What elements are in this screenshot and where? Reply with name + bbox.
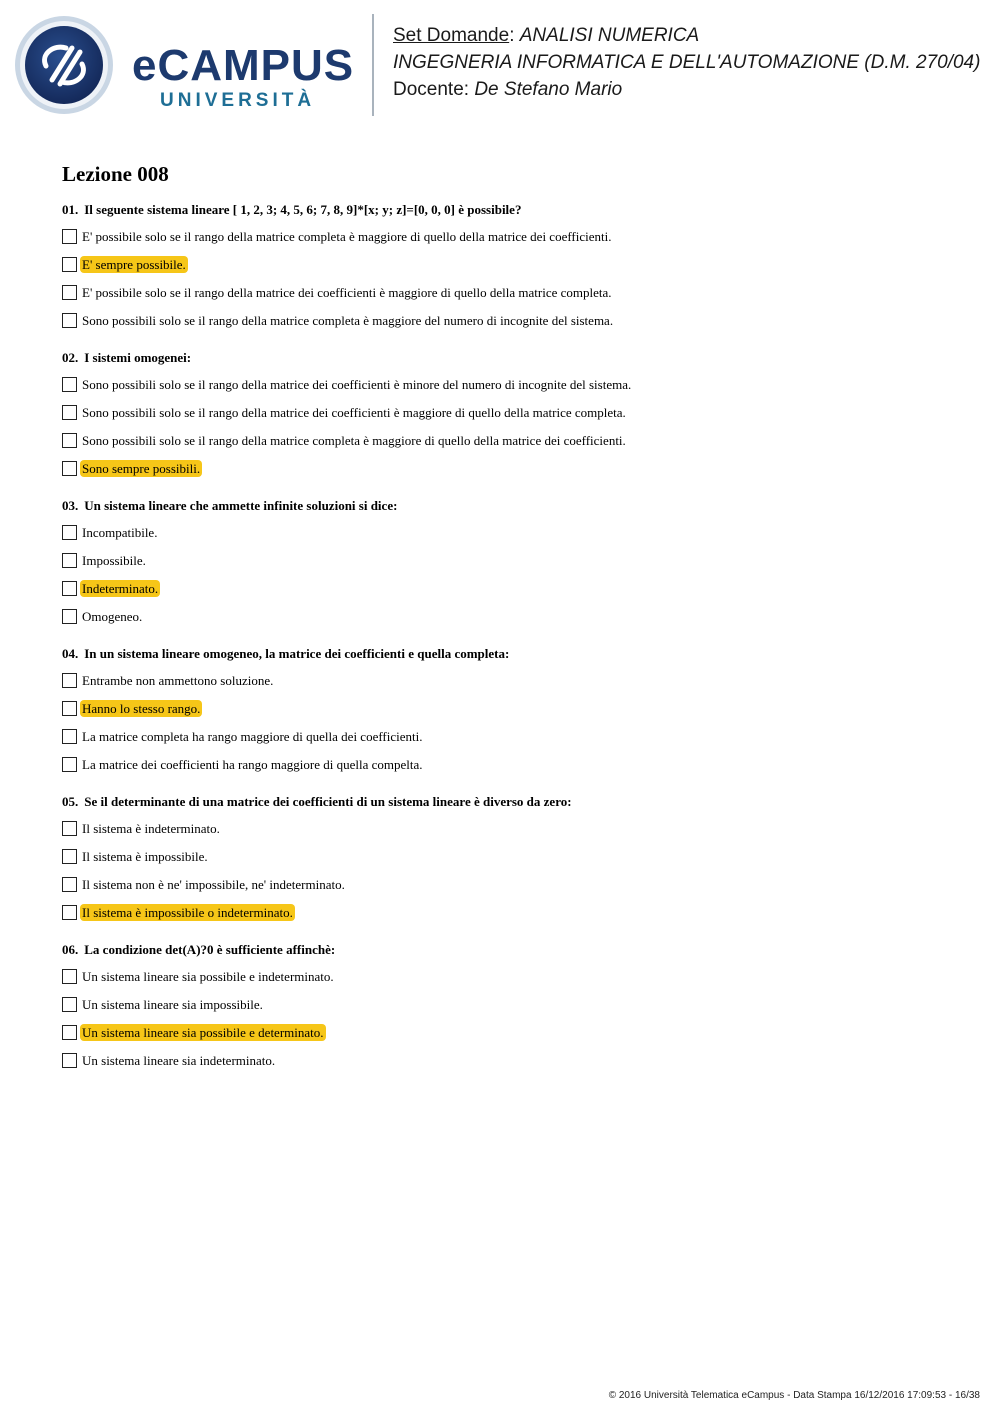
answer-text: Entrambe non ammettono soluzione. xyxy=(82,673,274,688)
answer-option[interactable] xyxy=(62,551,962,570)
answer-option[interactable] xyxy=(62,875,962,894)
answer-checkbox[interactable] xyxy=(62,821,77,836)
answer-text: Hanno lo stesso rango. xyxy=(82,701,201,716)
answer-checkbox[interactable] xyxy=(62,969,77,984)
answer-text: E' possibile solo se il rango della matrice dei coefficienti è maggiore di quello della matrice completa. xyxy=(82,285,612,300)
teacher-name: De Stefano Mario xyxy=(474,79,623,100)
answer-checkbox[interactable] xyxy=(62,673,77,688)
answer-text: Il sistema è indeterminato. xyxy=(82,821,220,836)
answer-option-correct[interactable] xyxy=(62,903,962,922)
question-label: I sistemi omogenei: xyxy=(84,350,192,365)
answer-checkbox[interactable] xyxy=(62,609,77,624)
question-text xyxy=(62,201,962,218)
answer-checkbox[interactable] xyxy=(62,877,77,892)
question-block xyxy=(62,793,962,922)
answer-checkbox[interactable] xyxy=(62,729,77,744)
question-number: 03. xyxy=(62,498,79,513)
page-header xyxy=(0,0,1000,130)
answer-text: Un sistema lineare sia possibile e determinato. xyxy=(82,1025,324,1040)
question-label: Se il determinante di una matrice dei coefficienti di un sistema lineare è diverso da zero: xyxy=(84,794,572,809)
answer-option[interactable] xyxy=(62,671,962,690)
answer-text: Sono sempre possibili. xyxy=(82,461,201,476)
question-number: 05. xyxy=(62,794,79,809)
answer-text: Il sistema non è ne' impossibile, ne' indeterminato. xyxy=(82,877,345,892)
answer-checkbox[interactable] xyxy=(62,229,77,244)
answer-checkbox[interactable] xyxy=(62,757,77,772)
answer-checkbox[interactable] xyxy=(62,433,77,448)
logo-subtitle-text: UNIVERSITÀ xyxy=(160,90,316,111)
answer-option[interactable] xyxy=(62,819,962,838)
question-number: 04. xyxy=(62,646,79,661)
answer-checkbox[interactable] xyxy=(62,461,77,476)
answer-checkbox[interactable] xyxy=(62,997,77,1012)
question-label: Un sistema lineare che ammette infinite soluzioni si dice: xyxy=(84,498,398,513)
answer-checkbox[interactable] xyxy=(62,849,77,864)
answer-option[interactable] xyxy=(62,311,962,330)
page-footer: © 2016 Università Telematica eCampus - Data Stampa 16/12/2016 17:09:53 - 16/38 xyxy=(608,1390,980,1401)
answer-checkbox[interactable] xyxy=(62,285,77,300)
answer-option[interactable] xyxy=(62,1051,962,1070)
question-text xyxy=(62,793,962,810)
header-teacher-line xyxy=(393,76,980,103)
answer-text: La matrice completa ha rango maggiore di quella dei coefficienti. xyxy=(82,729,423,744)
question-label: Il seguente sistema lineare [ 1, 2, 3; 4, 5, 6; 7, 8, 9]*[x; y; z]=[0, 0, 0] è possibile? xyxy=(84,202,522,217)
answer-text: E' possibile solo se il rango della matrice completa è maggiore di quello della matrice dei coefficienti. xyxy=(82,229,612,244)
teacher-label: Docente: xyxy=(393,79,470,100)
answer-text: E' sempre possibile. xyxy=(82,257,186,272)
question-text xyxy=(62,497,962,514)
answer-option-correct[interactable] xyxy=(62,459,962,478)
answer-option[interactable] xyxy=(62,847,962,866)
answer-option[interactable] xyxy=(62,727,962,746)
question-list xyxy=(62,201,962,1089)
answer-text: Un sistema lineare sia possibile e indeterminato. xyxy=(82,969,334,984)
answer-option[interactable] xyxy=(62,403,962,422)
answer-checkbox[interactable] xyxy=(62,525,77,540)
answer-option[interactable] xyxy=(62,227,962,246)
answer-text: Sono possibili solo se il rango della matrice completa è maggiore del numero di incognite del sistema. xyxy=(82,313,614,328)
answer-checkbox[interactable] xyxy=(62,581,77,596)
header-set-line: Set Domande: ANALISI NUMERICA xyxy=(393,25,700,46)
question-number: 06. xyxy=(62,942,79,957)
question-block xyxy=(62,349,962,478)
answer-checkbox[interactable] xyxy=(62,701,77,716)
answer-text: Un sistema lineare sia impossibile. xyxy=(82,997,263,1012)
answer-text: Il sistema è impossibile. xyxy=(82,849,208,864)
answer-text: La matrice dei coefficienti ha rango maggiore di quella compelta. xyxy=(82,757,423,772)
answer-option[interactable] xyxy=(62,607,962,626)
answer-text: Un sistema lineare sia indeterminato. xyxy=(82,1053,276,1068)
answer-checkbox[interactable] xyxy=(62,257,77,272)
answer-option[interactable] xyxy=(62,283,962,302)
header-divider xyxy=(372,14,374,116)
answer-option[interactable] xyxy=(62,431,962,450)
set-label: Set Domande xyxy=(393,25,510,46)
answer-option-correct[interactable] xyxy=(62,579,962,598)
answer-text: Indeterminato. xyxy=(82,581,159,596)
header-degree-line xyxy=(393,49,980,76)
question-number: 02. xyxy=(62,350,79,365)
answer-checkbox[interactable] xyxy=(62,405,77,420)
answer-option-correct[interactable] xyxy=(62,1023,962,1042)
answer-text: Omogeneo. xyxy=(82,609,143,624)
question-number: 01. xyxy=(62,202,79,217)
answer-option[interactable] xyxy=(62,375,962,394)
answer-option-correct[interactable] xyxy=(62,699,962,718)
answer-text: Sono possibili solo se il rango della matrice completa è maggiore di quello della matrice dei coefficienti. xyxy=(82,433,626,448)
answer-checkbox[interactable] xyxy=(62,1053,77,1068)
answer-option[interactable] xyxy=(62,755,962,774)
answer-option-correct[interactable] xyxy=(62,255,962,274)
answer-text: Sono possibili solo se il rango della matrice dei coefficienti è minore del numero di incognite del sistema. xyxy=(82,377,632,392)
course-name: ANALISI NUMERICA xyxy=(519,25,700,46)
header-info xyxy=(393,22,980,103)
answer-checkbox[interactable] xyxy=(62,377,77,392)
question-text xyxy=(62,645,962,662)
answer-checkbox[interactable] xyxy=(62,553,77,568)
question-block xyxy=(62,497,962,626)
question-text xyxy=(62,349,962,366)
question-block xyxy=(62,201,962,330)
question-text xyxy=(62,941,962,958)
answer-checkbox[interactable] xyxy=(62,1025,77,1040)
answer-option[interactable] xyxy=(62,967,962,986)
answer-text: Il sistema è impossibile o indeterminato. xyxy=(82,905,293,920)
question-block xyxy=(62,941,962,1070)
question-label: In un sistema lineare omogeneo, la matrice dei coefficienti e quella completa: xyxy=(84,646,510,661)
logo-brand-text: eCAMPUS xyxy=(132,41,355,90)
answer-checkbox[interactable] xyxy=(62,313,77,328)
answer-text: Incompatibile. xyxy=(82,525,158,540)
ecampus-logo xyxy=(14,14,359,116)
answer-checkbox[interactable] xyxy=(62,905,77,920)
answer-option[interactable] xyxy=(62,995,962,1014)
degree-name: INGEGNERIA INFORMATICA E DELL'AUTOMAZIONE (D.M. 270/04) xyxy=(393,52,981,73)
answer-text: Sono possibili solo se il rango della matrice dei coefficienti è maggiore di quello della matrice completa. xyxy=(82,405,626,420)
question-block xyxy=(62,645,962,774)
lesson-title: Lezione 008 xyxy=(62,162,169,186)
answer-text: Impossibile. xyxy=(82,553,146,568)
question-label: La condizione det(A)?0 è sufficiente affinchè: xyxy=(84,942,336,957)
answer-option[interactable] xyxy=(62,523,962,542)
